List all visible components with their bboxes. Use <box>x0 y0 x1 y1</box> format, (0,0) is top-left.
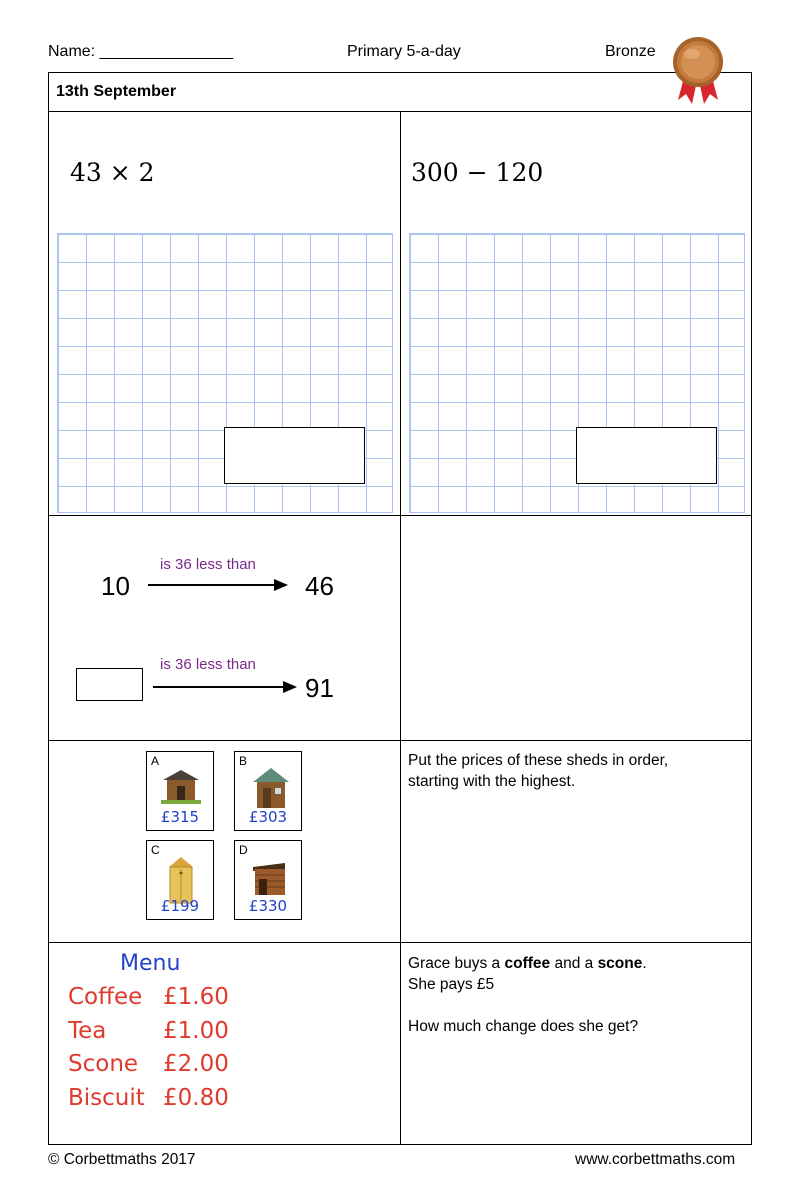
shed-icon <box>245 855 293 899</box>
shed-letter: B <box>239 754 248 768</box>
q1-answer-box[interactable] <box>224 427 365 484</box>
shed-price: £199 <box>160 897 200 915</box>
worksheet-date: 13th September <box>56 83 177 100</box>
shed-icon <box>245 766 293 812</box>
q5-pays: She pays £5 <box>408 976 495 993</box>
right-arrow-icon <box>148 578 290 592</box>
q5-question <box>408 953 647 1037</box>
shed-price: £303 <box>248 808 288 826</box>
bronze-medal-icon <box>668 34 728 106</box>
q3-row1-arrow-label: is 36 less than <box>160 556 256 573</box>
name-label: Name: _______________ <box>48 43 234 60</box>
q5-text: and a <box>550 955 598 972</box>
website-link[interactable]: www.corbettmaths.com <box>575 1151 736 1168</box>
menu-item-name: Coffee <box>68 984 143 1010</box>
q1-expression: 43 × 2 <box>70 158 155 187</box>
menu-item-price: £2.00 <box>163 1051 229 1077</box>
q3-row1-left-number: 10 <box>101 571 130 601</box>
menu-item <box>68 1051 138 1077</box>
q5-question-line3: How much change does she get? <box>408 1018 639 1035</box>
q5-text: . <box>642 955 647 972</box>
copyright: © Corbettmaths 2017 <box>48 1151 196 1168</box>
q4-question-line1: Put the prices of these sheds in order, <box>408 752 669 769</box>
menu-item <box>68 1085 145 1111</box>
level-label: Bronze <box>605 43 656 60</box>
menu-item-name: Biscuit <box>68 1085 145 1111</box>
right-arrow-icon <box>153 680 299 694</box>
shed-letter: C <box>151 843 160 857</box>
menu-title: Menu <box>120 951 181 976</box>
menu-item-name: Tea <box>68 1018 107 1044</box>
shed-price: £330 <box>248 897 288 915</box>
shed-icon <box>157 766 205 806</box>
menu-item-name: Scone <box>68 1051 139 1077</box>
menu-item-price: £1.00 <box>163 1018 229 1044</box>
q5-bold-coffee: coffee <box>504 955 551 972</box>
shed-letter: A <box>151 754 160 768</box>
shed-card-c <box>146 840 214 920</box>
q2-expression: 300 − 120 <box>411 158 544 187</box>
q5-question-line1 <box>408 953 647 974</box>
menu-item-price: £0.80 <box>163 1085 229 1111</box>
q3-answer-box[interactable] <box>76 668 143 701</box>
column-divider <box>400 111 401 1145</box>
worksheet-title: Primary 5-a-day <box>347 43 461 60</box>
menu-item <box>68 984 142 1010</box>
shed-card-b <box>234 751 302 831</box>
shed-price: £315 <box>160 808 200 826</box>
q5-bold-scone: scone <box>597 955 643 972</box>
menu-item <box>68 1018 106 1044</box>
q3-row2-arrow-label: is 36 less than <box>160 656 256 673</box>
shed-card-d <box>234 840 302 920</box>
menu-item-price: £1.60 <box>163 984 229 1010</box>
q5-text: Grace buys a <box>408 955 505 972</box>
q4-question <box>408 750 668 792</box>
q4-question-line2: starting with the highest. <box>408 773 576 790</box>
shed-letter: D <box>239 843 248 857</box>
q2-answer-box[interactable] <box>576 427 717 484</box>
q3-row2-right-number: 91 <box>305 673 334 703</box>
q3-row1-right-number: 46 <box>305 571 334 601</box>
shed-card-a <box>146 751 214 831</box>
